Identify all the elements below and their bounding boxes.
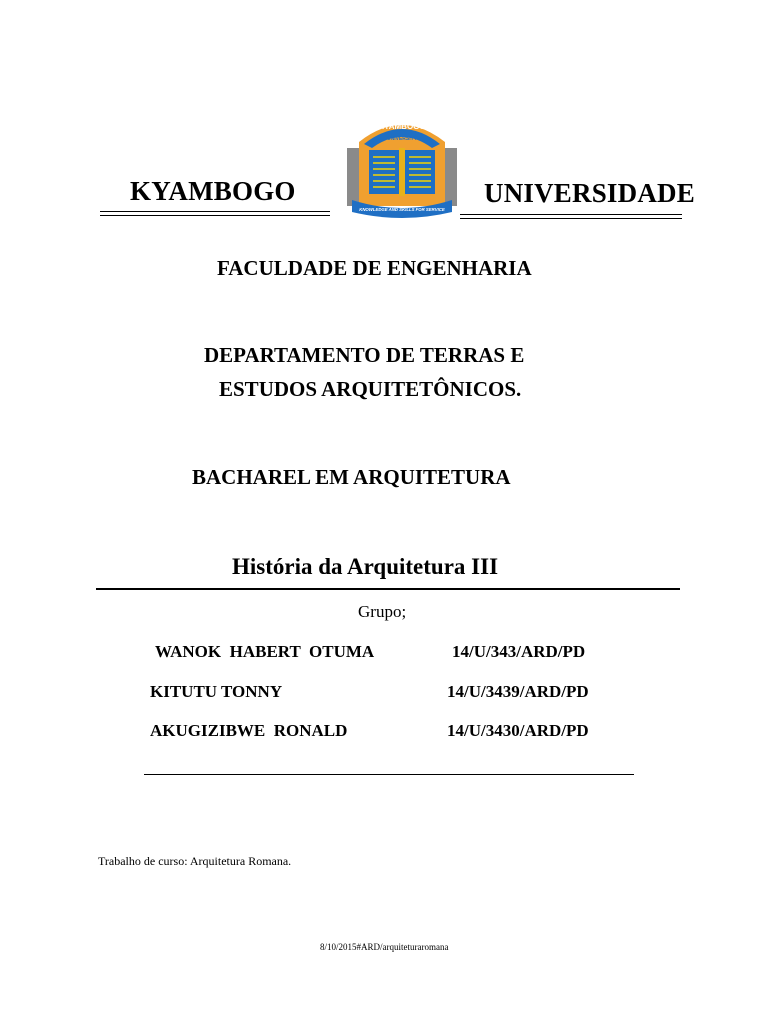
member-reg: 14/U/3439/ARD/PD	[447, 682, 589, 701]
coursework-note: Trabalho de curso: Arquitetura Romana.	[98, 854, 292, 868]
logo-book-spine	[399, 148, 405, 196]
university-name-right: UNIVERSIDADE	[484, 178, 695, 208]
member-reg: 14/U/3430/ARD/PD	[447, 721, 589, 740]
course-title: História da Arquitetura III	[232, 554, 499, 579]
university-name-left: KYAMBOGO	[130, 176, 296, 206]
department-line-1: DEPARTAMENTO DE TERRAS E	[204, 343, 525, 367]
footer-code: 8/10/2015#ARD/arquiteturaromana	[320, 942, 449, 952]
logo-left-pillar	[347, 148, 359, 206]
logo-inner-text: UNIVERSITY	[386, 136, 418, 142]
members-rule	[144, 774, 634, 775]
member-name: AKUGIZIBWE RONALD	[150, 721, 348, 740]
university-logo	[340, 112, 464, 218]
header-rule-left-top	[100, 211, 330, 212]
logo-right-pillar	[445, 148, 457, 206]
header-rule-right-bottom	[460, 218, 682, 219]
logo-motto-text: KNOWLEDGE AND SKILLS FOR SERVICE	[359, 207, 445, 212]
title-rule	[96, 588, 680, 590]
header-rule-left-bottom	[100, 215, 330, 216]
degree-heading: BACHAREL EM ARQUITETURA	[192, 465, 511, 489]
logo-arc-text: KYAMBOGO	[378, 122, 426, 131]
faculty-heading: FACULDADE DE ENGENHARIA	[217, 256, 532, 280]
member-name: WANOK HABERT OTUMA	[155, 642, 375, 661]
department-line-2: ESTUDOS ARQUITETÔNICOS.	[219, 377, 522, 401]
group-label: Grupo;	[358, 602, 407, 621]
member-name: KITUTU TONNY	[150, 682, 283, 701]
member-reg: 14/U/343/ARD/PD	[452, 642, 586, 661]
header-rule-right-top	[460, 214, 682, 215]
